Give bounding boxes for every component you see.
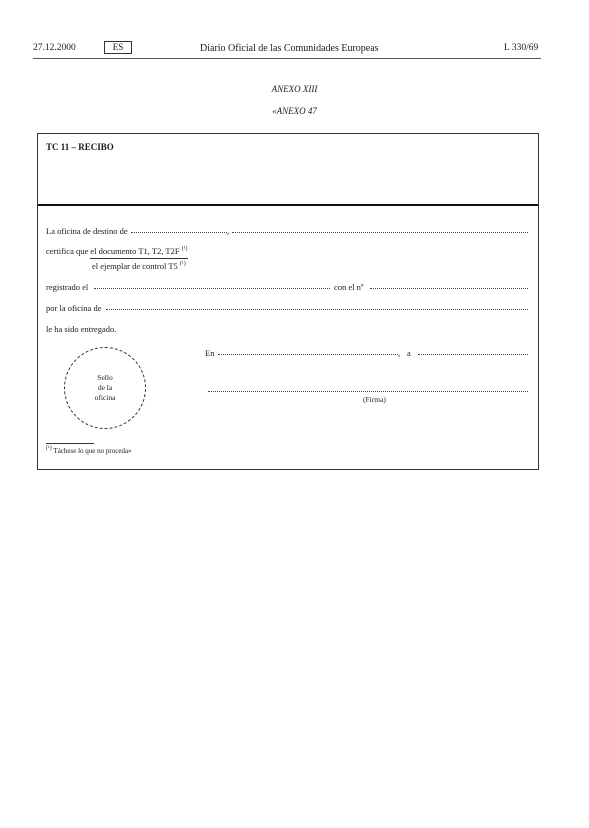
registered-date-dots [94, 288, 330, 289]
footnote-ref-1: (¹) [181, 246, 188, 253]
issuing-office-label: por la oficina de [46, 303, 102, 313]
destination-office-sep: , [227, 226, 230, 236]
place-dots [218, 354, 398, 355]
control-copy-text: el ejemplar de control T5 [92, 261, 178, 271]
destination-office-dots [131, 232, 227, 233]
control-copy-label [92, 261, 186, 271]
certifies-label [46, 246, 188, 256]
stamp-text [65, 373, 145, 403]
journal-title: Diario Oficial de las Comunidades Europeas [200, 43, 379, 54]
issuing-office-dots [106, 309, 528, 310]
stamp-line-3: oficina [94, 393, 116, 402]
form-heading-rule [38, 204, 538, 206]
annex-subtitle: «ANEXO 47 [272, 106, 317, 116]
form-heading: TC 11 – RECIBO [46, 142, 114, 152]
signature-label: (Firma) [363, 395, 386, 404]
stamp-line-2: de la [97, 383, 113, 392]
footnote-text: Táchese lo que no proceda» [53, 447, 132, 455]
signature-dots [208, 391, 528, 392]
page-reference: L 330/69 [504, 43, 539, 53]
date-dots [418, 354, 528, 355]
destination-office-label: La oficina de destino de [46, 226, 128, 236]
footnote-mark: (¹) [46, 445, 52, 452]
footnote-rule [46, 443, 94, 444]
number-dots [370, 288, 528, 289]
date-label: a [407, 348, 411, 358]
language-badge: ES [104, 41, 132, 54]
destination-country-dots [232, 232, 528, 233]
annex-title: ANEXO XIII [271, 84, 318, 94]
place-label: En [205, 348, 215, 358]
office-stamp-area [64, 347, 146, 429]
document-types-text: certifica que el documento T1, T2, T2F [46, 246, 180, 256]
alternative-rule [90, 258, 188, 259]
delivered-text: le ha sido entregado. [46, 324, 117, 334]
footnote [46, 447, 132, 455]
header-date: 27.12.2000 [33, 43, 76, 53]
stamp-line-1: Sello [97, 373, 113, 382]
footnote-ref-2: (¹) [179, 261, 186, 268]
number-label: con el nº [334, 282, 364, 292]
place-sep: , [398, 348, 401, 358]
header-rule [33, 58, 541, 59]
registered-label: registrado el [46, 282, 89, 292]
receipt-form [37, 133, 539, 470]
